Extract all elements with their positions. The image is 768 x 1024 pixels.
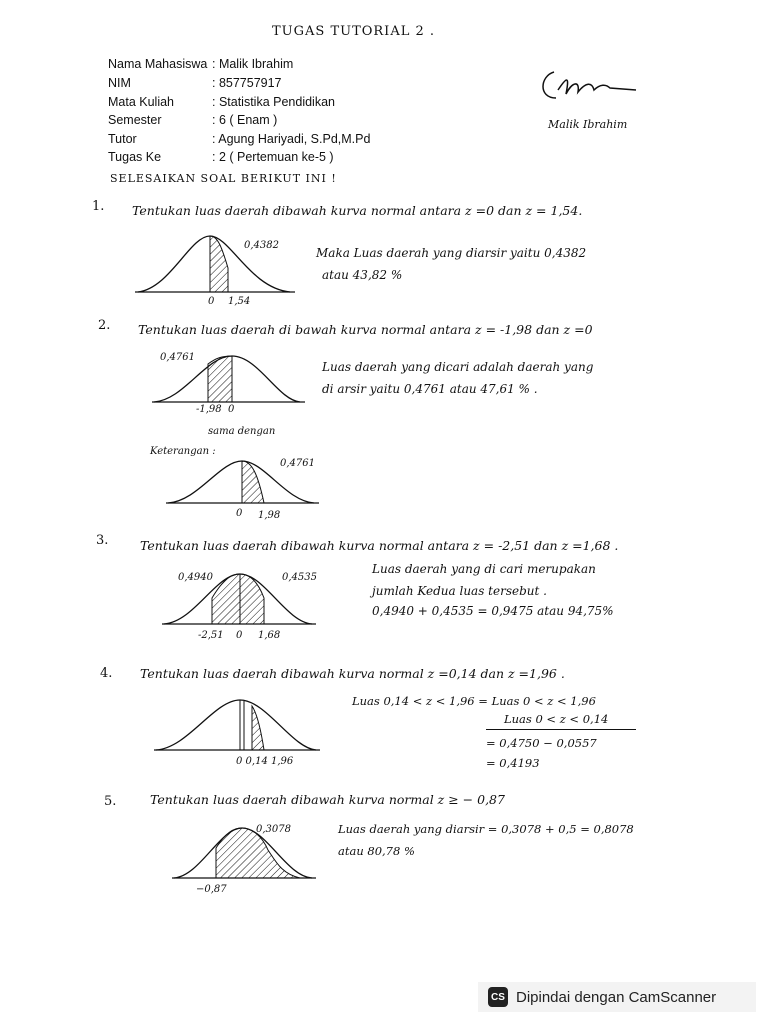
q1-answer-1: Maka Luas daerah yang diarsir yaitu 0,4382 xyxy=(316,246,587,260)
q2-x2-label-1: 1,98 xyxy=(258,510,281,521)
q3-question: Tentukan luas daerah dibawah kurva normal antara z = -2,51 dan z =1,68 . xyxy=(140,538,619,553)
signature-name: Malik Ibrahim xyxy=(548,118,628,131)
q3-answer-3: 0,4940 + 0,4535 = 0,9475 atau 94,75% xyxy=(372,604,614,618)
meta-label-name: Nama Mahasiswa xyxy=(108,57,208,71)
meta-label-semester: Semester xyxy=(108,113,162,127)
meta-label-tutor: Tutor xyxy=(108,132,137,146)
camscanner-footer xyxy=(478,982,756,1012)
meta-label-nim: NIM xyxy=(108,76,131,90)
meta-value-semester: : 6 ( Enam ) xyxy=(212,113,278,127)
q3-x-label-1: 0 xyxy=(236,630,243,641)
meta-value-course: : Statistika Pendidikan xyxy=(212,95,335,109)
q4-calc-4: = 0,4193 xyxy=(486,756,540,770)
camscanner-icon: CS xyxy=(488,987,508,1007)
meta-label-course: Mata Kuliah xyxy=(108,95,175,109)
q5-question: Tentukan luas daerah dibawah kurva normal z ≥ − 0,87 xyxy=(150,792,505,807)
q4-normal-curve xyxy=(152,694,322,758)
q5-x-label: −0,87 xyxy=(196,884,227,895)
q5-number: 5. xyxy=(104,794,117,809)
q4-calc-1: Luas 0,14 < z < 1,96 = Luas 0 < z < 1,96 xyxy=(352,694,596,708)
signature-image xyxy=(536,68,646,108)
q3-x-label-0: -2,51 xyxy=(198,630,224,641)
q2-question: Tentukan luas daerah di bawah kurva normal antara z = -1,98 dan z =0 xyxy=(138,322,593,337)
q2-same: sama dengan xyxy=(208,426,276,437)
q4-x-labels: 0 0,14 1,96 xyxy=(236,756,294,767)
q2-answer-1: Luas daerah yang dicari adalah daerah yang xyxy=(322,360,594,374)
meta-value-tutor: : Agung Hariyadi, S.Pd,M.Pd xyxy=(212,132,371,146)
q1-x-label-0: 0 xyxy=(208,296,215,307)
q3-answer-1: Luas daerah yang di cari merupakan xyxy=(372,562,596,576)
q4-number: 4. xyxy=(100,666,113,681)
q1-answer-2: atau 43,82 % xyxy=(322,268,403,282)
q3-area-left: 0,4940 xyxy=(178,572,213,583)
q1-question: Tentukan luas daerah dibawah kurva normal antara z =0 dan z = 1,54. xyxy=(132,203,583,218)
q5-normal-curve xyxy=(170,822,320,884)
q5-answer-2: atau 80,78 % xyxy=(338,844,415,858)
q5-answer-1: Luas daerah yang diarsir = 0,3078 + 0,5 = 0,8078 xyxy=(338,822,634,836)
camscanner-text: Dipindai dengan CamScanner xyxy=(516,988,717,1006)
meta-label-assignment: Tugas Ke xyxy=(108,150,162,164)
q4-question: Tentukan luas daerah dibawah kurva normal z =0,14 dan z =1,96 . xyxy=(140,666,565,681)
q2-keterangan: Keterangan : xyxy=(150,446,216,457)
q1-normal-curve xyxy=(130,228,310,298)
q1-x-label-1: 1,54 xyxy=(228,296,251,307)
q2-answer-2: di arsir yaitu 0,4761 atau 47,61 % . xyxy=(322,382,538,396)
q1-area-label: 0,4382 xyxy=(244,240,279,251)
q4-calc-line xyxy=(486,729,636,730)
q5-area-label: 0,3078 xyxy=(256,824,291,835)
instruction: SELESAIKAN SOAL BERIKUT INI ! xyxy=(110,172,337,185)
meta-value-nim: : 857757917 xyxy=(212,76,282,90)
meta-value-assignment: : 2 ( Pertemuan ke-5 ) xyxy=(212,150,334,164)
meta-value-name: : Malik Ibrahim xyxy=(212,57,294,71)
q4-calc-3: = 0,4750 − 0,0557 xyxy=(486,736,597,750)
page-title: TUGAS TUTORIAL 2 . xyxy=(272,24,436,39)
q2-x-label-0: -1,98 xyxy=(196,404,222,415)
q4-calc-2: Luas 0 < z < 0,14 xyxy=(504,712,609,726)
q2-x-label-1: 0 xyxy=(228,404,235,415)
q2-area-label: 0,4761 xyxy=(160,352,195,363)
q3-number: 3. xyxy=(96,533,109,548)
q3-area-right: 0,4535 xyxy=(282,572,317,583)
q3-answer-2: jumlah Kedua luas tersebut . xyxy=(372,584,547,598)
q2-area-label-2: 0,4761 xyxy=(280,458,315,469)
q1-number: 1. xyxy=(92,199,105,214)
q3-x-label-2: 1,68 xyxy=(258,630,281,641)
q2-number: 2. xyxy=(98,318,111,333)
q2-x2-label-0: 0 xyxy=(236,508,243,519)
